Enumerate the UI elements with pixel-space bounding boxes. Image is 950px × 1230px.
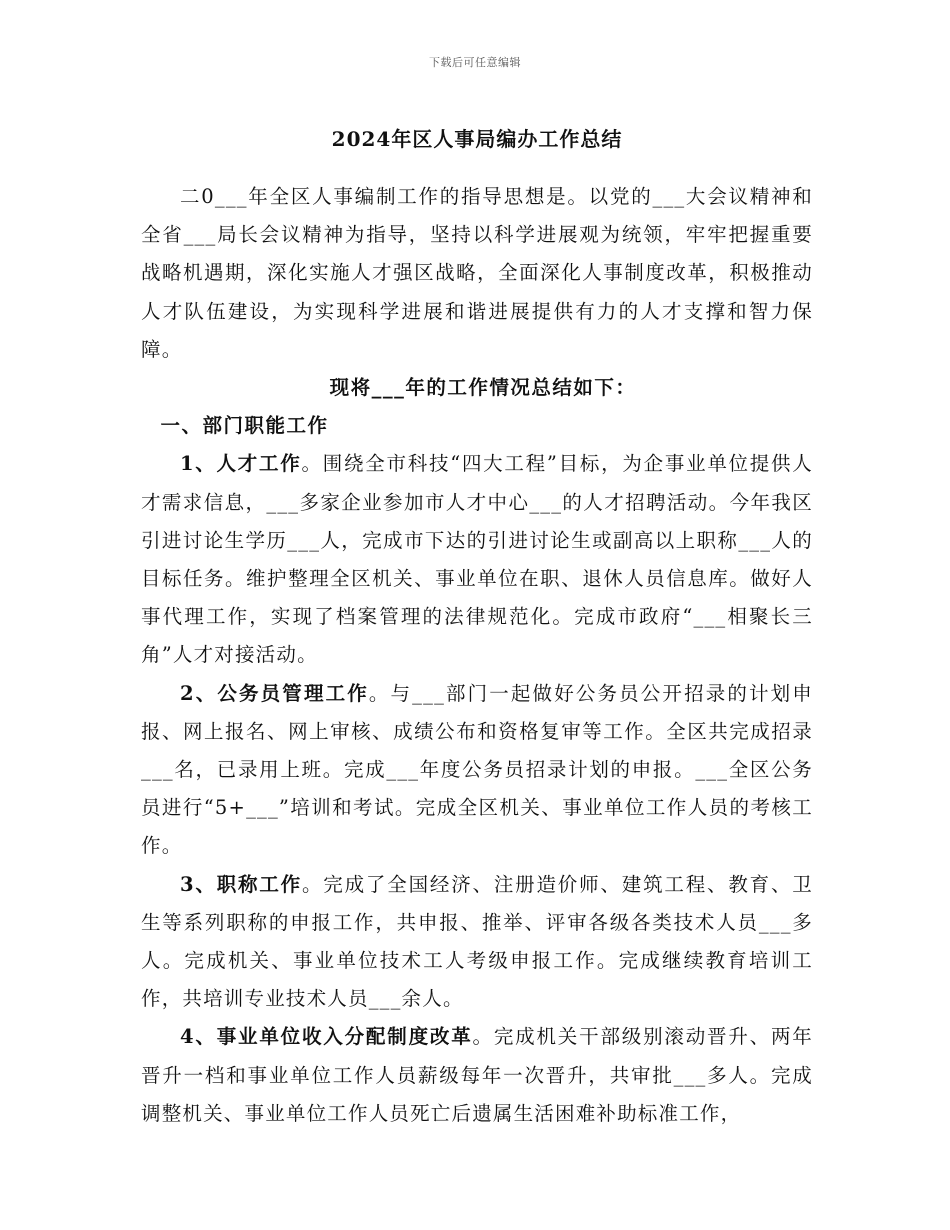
- document-body: [141, 122, 813, 1133]
- item-body: 。围绕全市科技“四大工程”目标，为企事业单位提供人才需求信息，___多家企业参加市人才中心___的人才招聘活动。今年我区引进讨论生学历___人，完成市下达的引进讨论生或副高以上职称___人的目标任务。维护整理全区机关、事业单位在职、退休人员信息库。做好人事代理工作，实现了档案管理的法律规范化。完成市政府“___相聚长三角”人才对接活动。: [141, 452, 813, 667]
- header-note: 下载后可任意编辑: [429, 56, 521, 69]
- item-body: 。完成机关干部级别滚动晋升、两年晋升一档和事业单位工作人员薪级每年一次晋升，共审批___多人。完成调整机关、事业单位工作人员死亡后遗属生活困难补助标准工作，: [141, 1025, 814, 1125]
- item-lead: 3、职称工作: [180, 872, 302, 896]
- item-talent-work: [141, 445, 813, 674]
- intro-paragraph: 二0___年全区人事编制工作的指导思想是。以党的___大会议精神和全省___局长会议精神为指导，坚持以科学进展观为统领，牢牢把握重要战略机遇期，深化实施人才强区战略，全面深化人事制度改革，积极推动人才队伍建设，为实现科学进展和谐进展提供有力的人才支撑和智力保障。: [141, 185, 813, 361]
- item-professional-title-work: [141, 866, 813, 1019]
- item-lead: 2、公务员管理工作: [180, 681, 369, 705]
- item-lead: 4、事业单位收入分配制度改革: [180, 1025, 473, 1049]
- summary-heading: 现将___年的工作情况总结如下：: [329, 376, 637, 400]
- item-body: 。完成了全国经济、注册造价师、建筑工程、教育、卫生等系列职称的申报工作，共申报、推举、评审各级各类技术人员___多人。完成机关、事业单位技术工人考级申报工作。完成继续教育培训工作，共培训专业技术人员___余人。: [141, 872, 813, 1011]
- section-heading: 一、部门职能工作: [160, 414, 329, 438]
- item-body: 。与___部门一起做好公务员公开招录的计划申报、网上报名、网上审核、成绩公布和资格复审等工作。全区共完成招录___名，已录用上班。完成___年度公务员招录计划的申报。___全区公务员进行“5+___”培训和考试。完成全区机关、事业单位工作人员的考核工作。: [141, 681, 814, 858]
- item-civil-servant-management: [141, 675, 813, 866]
- document-title: 2024年区人事局编办工作总结: [331, 127, 623, 151]
- item-income-distribution-reform: [141, 1018, 813, 1133]
- item-lead: 1、人才工作: [180, 452, 302, 476]
